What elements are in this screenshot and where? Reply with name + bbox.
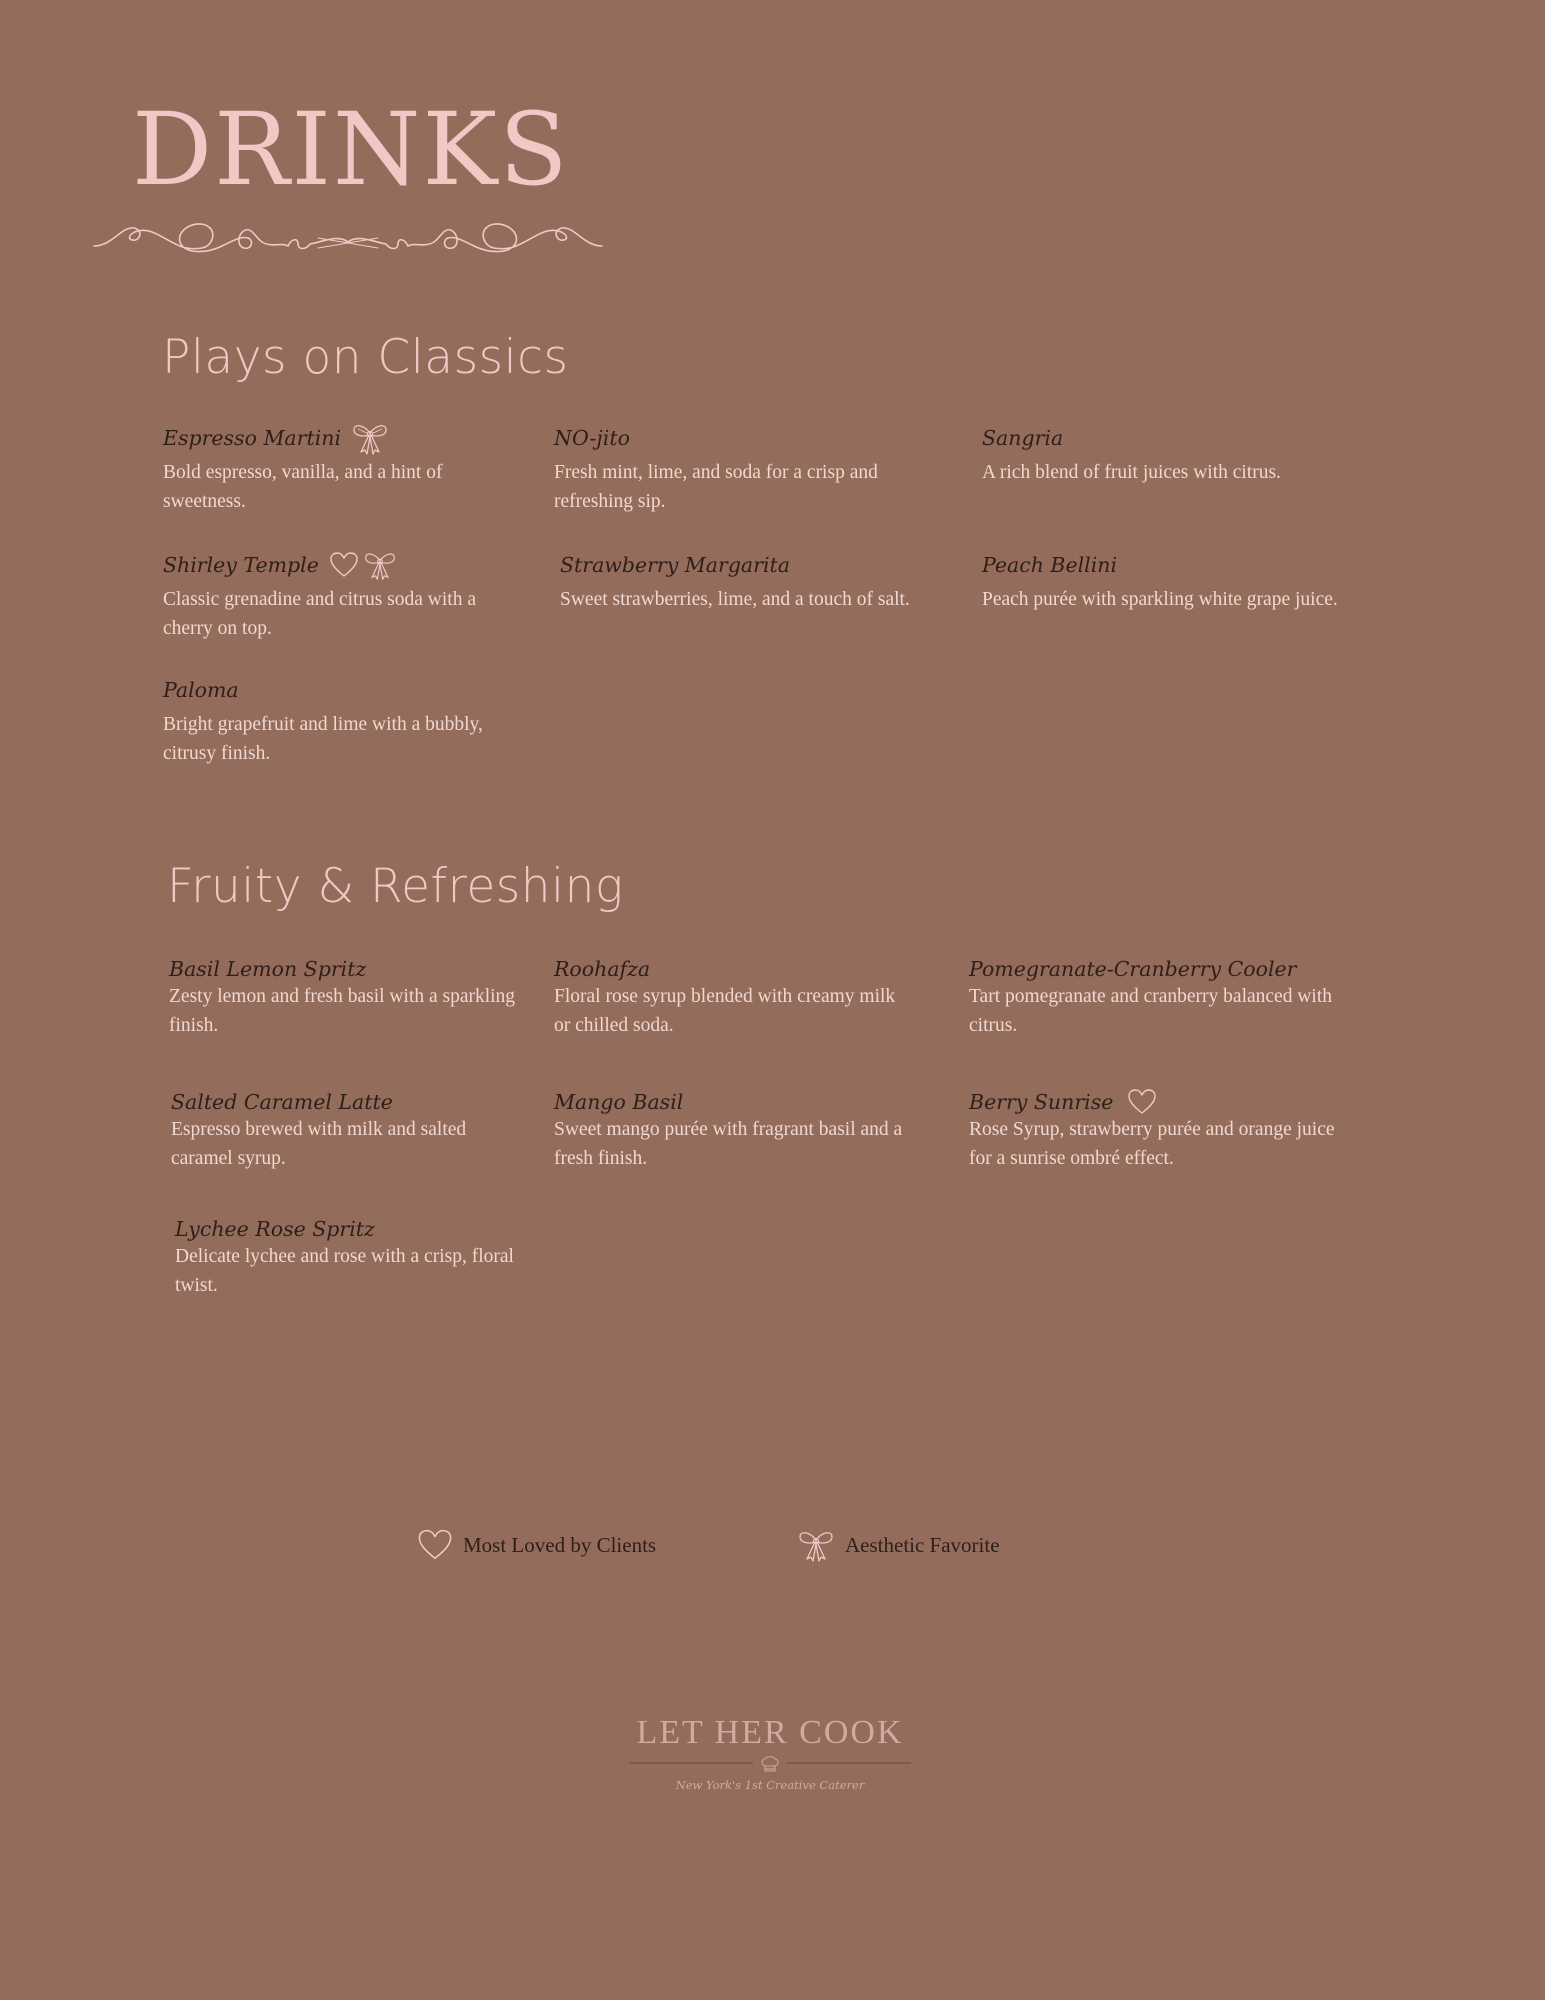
item-description: Tart pomegranate and cranberry balanced with citrus.: [969, 986, 1332, 1036]
item-description: Classic grenadine and citrus soda with a cherry on top.: [163, 589, 476, 639]
legend-most-loved: [417, 1528, 656, 1562]
item-name: Paloma: [163, 678, 239, 702]
heart-icon: [1127, 1088, 1157, 1116]
brand-divider: [629, 1754, 911, 1778]
item-description: Sweet strawberries, lime, and a touch of salt.: [560, 589, 910, 610]
flourish-divider: [92, 212, 604, 264]
chef-hat-icon: [760, 1754, 780, 1774]
legend-label: Aesthetic Favorite: [845, 1532, 1000, 1557]
item-name: Salted Caramel Latte: [171, 1090, 393, 1114]
brand-logo: [629, 1716, 911, 1792]
legend-aesthetic-favorite: [797, 1528, 1000, 1562]
item-description: Bold espresso, vanilla, and a hint of sweetness.: [163, 462, 443, 512]
item-name: Mango Basil: [554, 1090, 684, 1114]
item-description: Bright grapefruit and lime with a bubbly, citrusy finish.: [163, 714, 483, 764]
item-name: Berry Sunrise: [969, 1090, 1114, 1114]
menu-item: [969, 1085, 1349, 1173]
item-description: Sweet mango purée with fragrant basil and a fresh finish.: [554, 1119, 903, 1169]
menu-item: [560, 548, 920, 614]
menu-item: [175, 1212, 535, 1300]
bow-icon: [351, 421, 389, 455]
menu-item: [163, 421, 523, 516]
item-name: Peach Bellini: [982, 553, 1118, 577]
item-name: Strawberry Margarita: [560, 553, 790, 577]
item-name: Lychee Rose Spritz: [175, 1217, 375, 1241]
item-description: A rich blend of fruit juices with citrus.: [982, 462, 1281, 483]
brand-tagline: New York's 1st Creative Caterer: [675, 1778, 865, 1792]
item-description: Fresh mint, lime, and soda for a crisp and refreshing sip.: [554, 462, 878, 512]
heart-icon: [329, 551, 359, 579]
item-name: Sangria: [982, 426, 1064, 450]
menu-item: [554, 1085, 914, 1173]
item-description: Rose Syrup, strawberry purée and orange juice for a sunrise ombré effect.: [969, 1119, 1335, 1169]
menu-item: [982, 548, 1342, 614]
legend-label: Most Loved by Clients: [463, 1532, 657, 1557]
menu-item: [163, 548, 523, 643]
item-description: Peach purée with sparkling white grape juice.: [982, 589, 1338, 610]
item-name: Espresso Martini: [163, 426, 342, 450]
section-heading-fruity-refreshing: Fruity & Refreshing: [167, 859, 624, 914]
item-name: Basil Lemon Spritz: [169, 957, 367, 981]
menu-item: [982, 421, 1362, 487]
bow-icon: [363, 549, 397, 581]
item-name: NO-jito: [554, 426, 630, 450]
menu-item: [169, 952, 529, 1040]
section-heading-plays-on-classics: Plays on Classics: [162, 330, 569, 385]
item-name: Roohafza: [554, 957, 651, 981]
page-title: DRINKS: [132, 91, 570, 208]
item-name: Pomegranate-Cranberry Cooler: [969, 957, 1297, 981]
bow-icon: [797, 1528, 835, 1562]
menu-item: [554, 421, 914, 516]
menu-item: [969, 952, 1349, 1040]
menu-item: [163, 673, 523, 768]
item-description: Delicate lychee and rose with a crisp, floral twist.: [175, 1246, 514, 1296]
item-description: Floral rose syrup blended with creamy milk or chilled soda.: [554, 986, 896, 1036]
item-description: Espresso brewed with milk and salted caramel syrup.: [171, 1119, 467, 1169]
heart-icon: [417, 1528, 453, 1562]
item-name: Shirley Temple: [163, 553, 319, 577]
brand-name: LET HER COOK: [636, 1714, 904, 1751]
menu-item: [171, 1085, 531, 1173]
item-description: Zesty lemon and fresh basil with a sparkling finish.: [169, 986, 516, 1036]
menu-item: [554, 952, 914, 1040]
